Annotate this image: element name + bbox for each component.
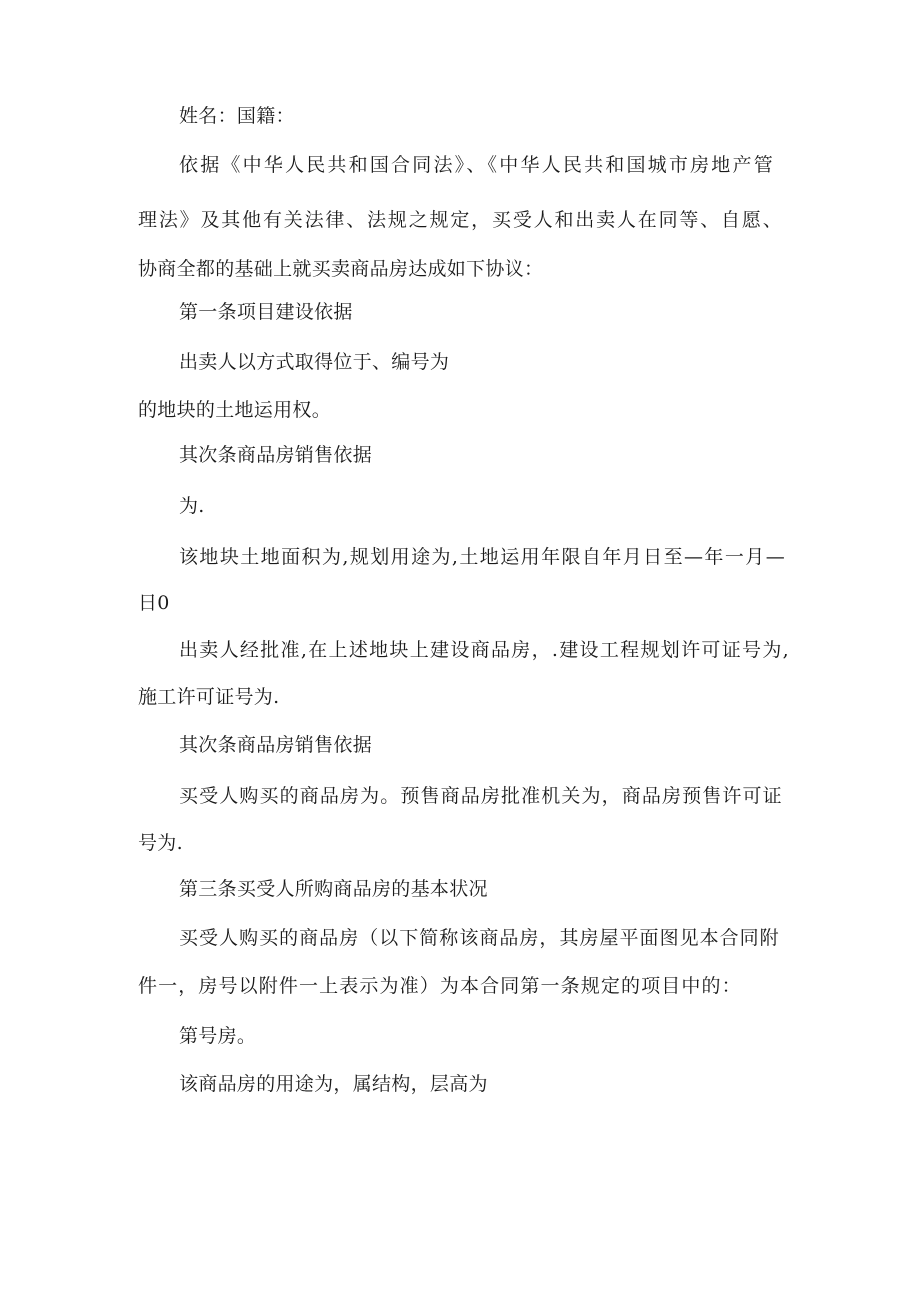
section-heading: 第一条项目建设依据 <box>179 301 353 323</box>
text-line: 该地块土地面积为,规划用途为,土地运用年限自年月日至—年一月— <box>179 546 785 568</box>
text-line: 日0 <box>138 592 170 614</box>
text-line: 第号房。 <box>179 1025 257 1047</box>
text-line: 买受人购买的商品房为。预售商品房批准机关为，商品房预售许可证 <box>179 785 782 807</box>
section-heading: 其次条商品房销售依据 <box>179 734 373 756</box>
text-line: 施工许可证号为. <box>138 686 280 708</box>
text-line: 依据《中华人民共和国合同法》、《中华人民共和国城市房地产管 <box>179 154 773 176</box>
text-line: 理法》及其他有关法律、法规之规定，买受人和出卖人在同等、自愿、 <box>138 209 782 231</box>
text-line: 为. <box>179 495 205 517</box>
text-line: 的地块的土地运用权。 <box>138 399 332 421</box>
text-line-name-nationality: 姓名：国籍： <box>179 105 295 127</box>
text-line: 出卖人以方式取得位于、编号为 <box>179 351 450 373</box>
section-heading: 第三条买受人所购商品房的基本状况 <box>179 878 488 900</box>
text-line: 该商品房的用途为，属结构，层高为 <box>179 1073 488 1095</box>
text-line: 号为. <box>138 832 183 854</box>
text-line: 件一，房号以附件一上表示为准）为本合同第一条规定的项目中的： <box>138 975 741 997</box>
text-line: 协商全都的基础上就买卖商品房达成如下协议： <box>138 258 544 280</box>
text-line: 买受人购买的商品房（以下简称该商品房，其房屋平面图见本合同附 <box>179 927 779 949</box>
text-line: 出卖人经批准,在上述地块上建设商品房，.建设工程规划许可证号为, <box>179 639 789 661</box>
section-heading: 其次条商品房销售依据 <box>179 444 373 466</box>
